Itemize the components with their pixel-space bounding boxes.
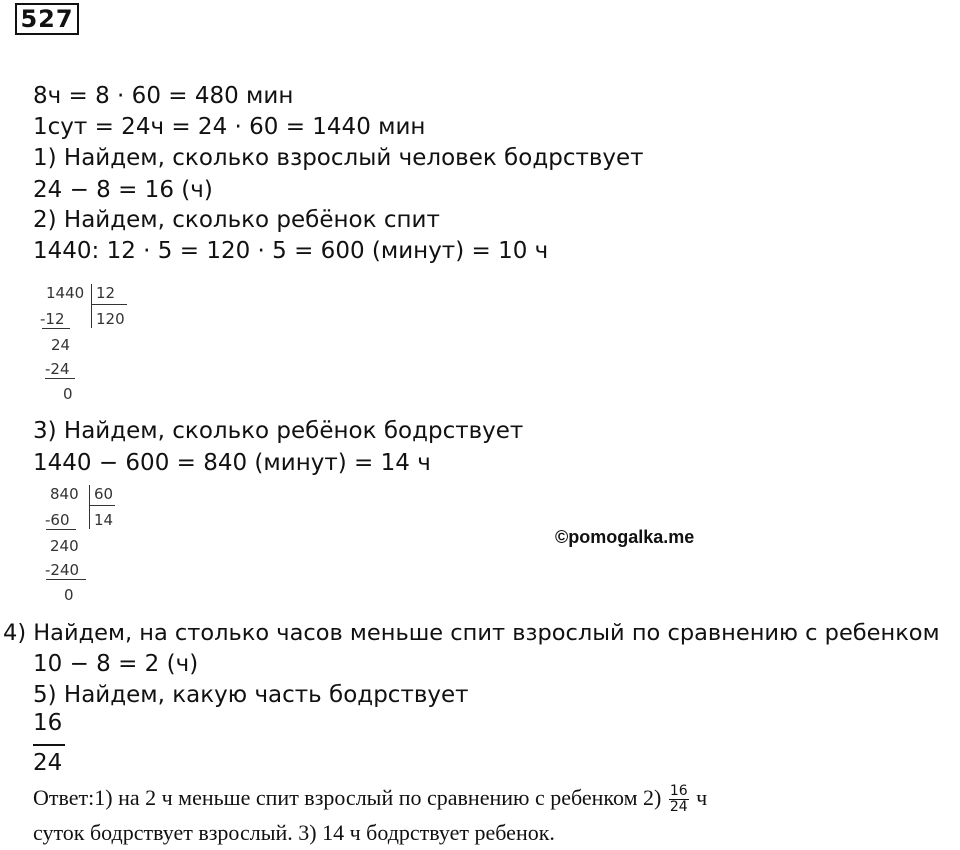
underline-1 xyxy=(42,328,70,329)
division-bracket-vertical xyxy=(89,485,90,529)
long-division-1440-by-12 xyxy=(40,284,140,404)
step-4-heading: 4) Найдем, на столько часов меньше спит взрослый по сравнению с ребенком xyxy=(3,620,940,646)
division-bracket-vertical xyxy=(91,284,92,328)
remainder: 0 xyxy=(63,385,73,403)
step-1-heading: 1) Найдем, сколько взрослый человек бодрствует xyxy=(33,145,644,171)
long-division-840-by-60 xyxy=(44,485,144,607)
underline-2 xyxy=(45,378,75,379)
fraction-denominator: 24 xyxy=(33,750,63,776)
equation-day-to-minutes: 1сут = 24ч = 24 · 60 = 1440 мин xyxy=(33,114,426,140)
equation-hours-to-minutes: 8ч = 8 · 60 = 480 мин xyxy=(33,83,294,109)
remainder: 0 xyxy=(64,586,74,604)
divisor: 60 xyxy=(94,485,114,503)
subtrahend-1: -12 xyxy=(40,310,65,328)
division-bracket-horizontal xyxy=(91,304,127,305)
subtrahend-2: -240 xyxy=(45,561,80,579)
answer-line-2: суток бодрствует взрослый. 3) 14 ч бодрствует ребенок. xyxy=(33,820,555,845)
partial-dividend: 240 xyxy=(50,537,79,555)
watermark: ©pomogalka.me xyxy=(555,527,695,547)
answer-fraction-numerator: 16 xyxy=(669,783,688,800)
fraction-numerator: 16 xyxy=(33,710,63,736)
step-4-equation: 10 − 8 = 2 (ч) xyxy=(33,651,199,677)
divisor: 12 xyxy=(96,284,116,302)
fraction-bar xyxy=(33,744,65,746)
step-3-equation: 1440 − 600 = 840 (минут) = 14 ч xyxy=(33,450,431,476)
dividend: 1440 xyxy=(46,284,85,302)
subtrahend-1: -60 xyxy=(45,511,70,529)
answer-text-part2: ч xyxy=(696,785,708,810)
subtrahend-2: -24 xyxy=(45,360,70,378)
underline-2 xyxy=(46,579,86,580)
partial-dividend: 24 xyxy=(51,336,71,354)
answer-line-1 xyxy=(33,784,707,815)
answer-fraction xyxy=(669,784,689,815)
answer-fraction-denominator: 24 xyxy=(669,799,688,816)
step-5-heading: 5) Найдем, какую часть бодрствует xyxy=(33,682,469,708)
dividend: 840 xyxy=(50,485,79,503)
division-bracket-horizontal xyxy=(89,505,115,506)
step-2-equation: 1440: 12 · 5 = 120 · 5 = 600 (минут) = 10 ч xyxy=(33,238,549,264)
task-number-box: 527 xyxy=(15,3,79,35)
step-2-heading: 2) Найдем, сколько ребёнок спит xyxy=(33,207,440,233)
underline-1 xyxy=(46,529,76,530)
answer-text-part1: Ответ:1) на 2 ч меньше спит взрослый по сравнению с ребенком 2) xyxy=(33,785,662,810)
step-1-equation: 24 − 8 = 16 (ч) xyxy=(33,177,213,203)
quotient: 120 xyxy=(96,310,125,328)
step-3-heading: 3) Найдем, сколько ребёнок бодрствует xyxy=(33,418,524,444)
quotient: 14 xyxy=(94,511,114,529)
